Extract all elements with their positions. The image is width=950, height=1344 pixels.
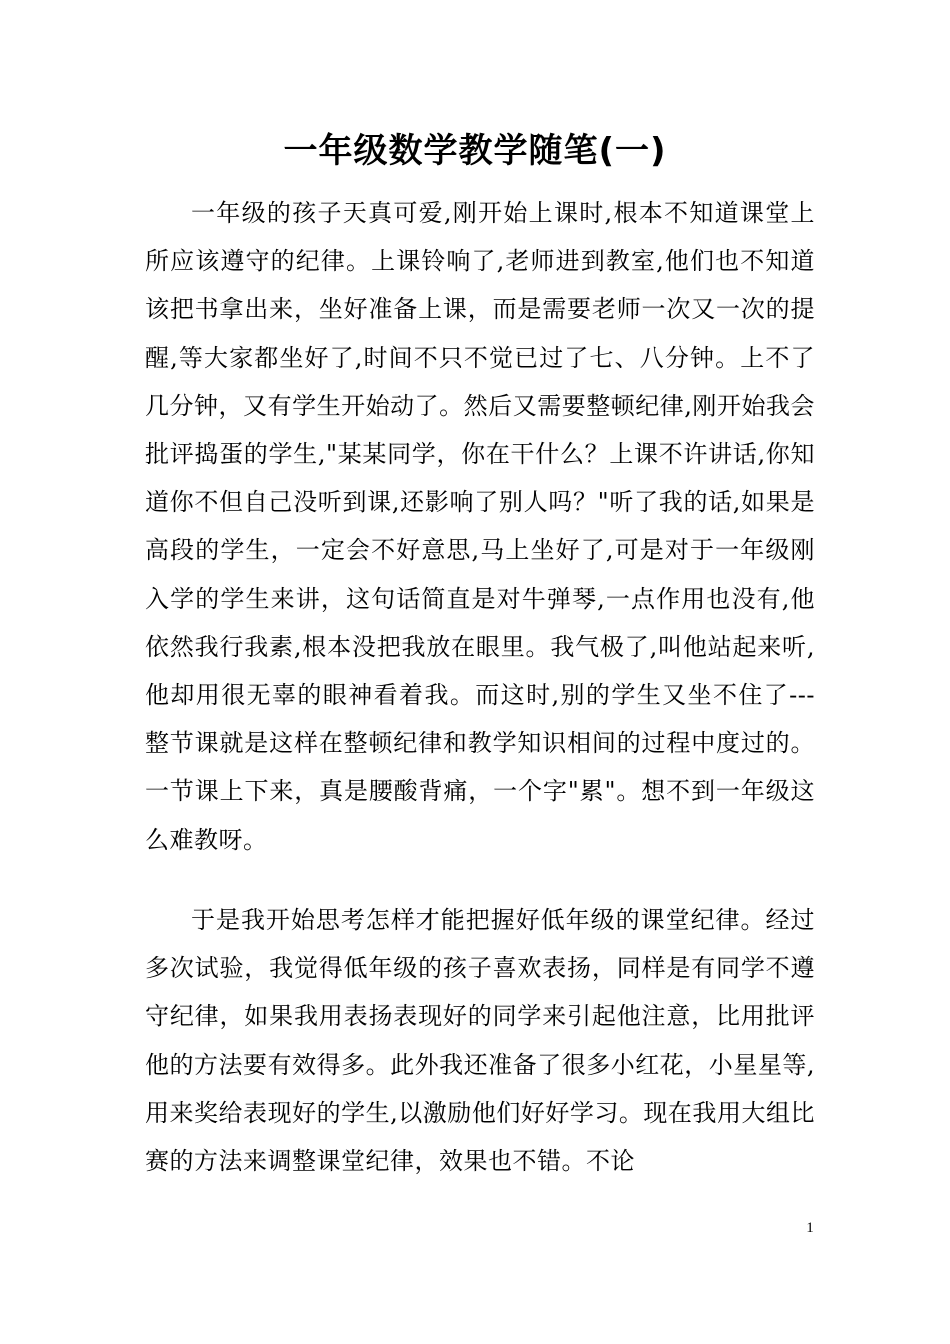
paragraph-2: 于是我开始思考怎样才能把握好低年级的课堂纪律。经过多次试验，我觉得低年级的孩子喜欢表扬，同样是有同学不遵守纪律，如果我用表扬表现好的同学来引起他注意，比用批评他的方法要有效得多。此外我还准备了很多小红花，小星星等,用来奖给表现好的学生,以激励他们好好学习。现在我用大组比赛的方法来调整课堂纪律，效果也不错。不论	[145, 906, 815, 1176]
document-title: 一年级数学教学随笔(一)	[283, 131, 667, 171]
paragraph-1: 一年级的孩子天真可爱,刚开始上课时,根本不知道课堂上所应该遵守的纪律。上课铃响了,老师进到教室,他们也不知道该把书拿出来，坐好准备上课，而是需要老师一次又一次的提醒,等大家都坐好了,时间不只不觉已过了七、八分钟。上不了几分钟，又有学生开始动了。然后又需要整顿纪律,刚开始我会批评捣蛋的学生,"某某同学，你在干什么？上课不许讲话,你知道你不但自己没听到课,还影响了别人吗？"听了我的话,如果是高段的学生，一定会不好意思,马上坐好了,可是对于一年级刚入学的学生来讲，这句话简直是对牛弹琴,一点作用也没有,他依然我行我素,根本没把我放在眼里。我气极了,叫他站起来听,他却用很无辜的眼神看着我。而这时,别的学生又坐不住了---整节课就是这样在整顿纪律和教学知识相间的过程中度过的。一节课上下来，真是腰酸背痛，一个字"累"。想不到一年级这么难教呀。	[145, 199, 815, 854]
page-number: 1	[806, 1220, 814, 1236]
